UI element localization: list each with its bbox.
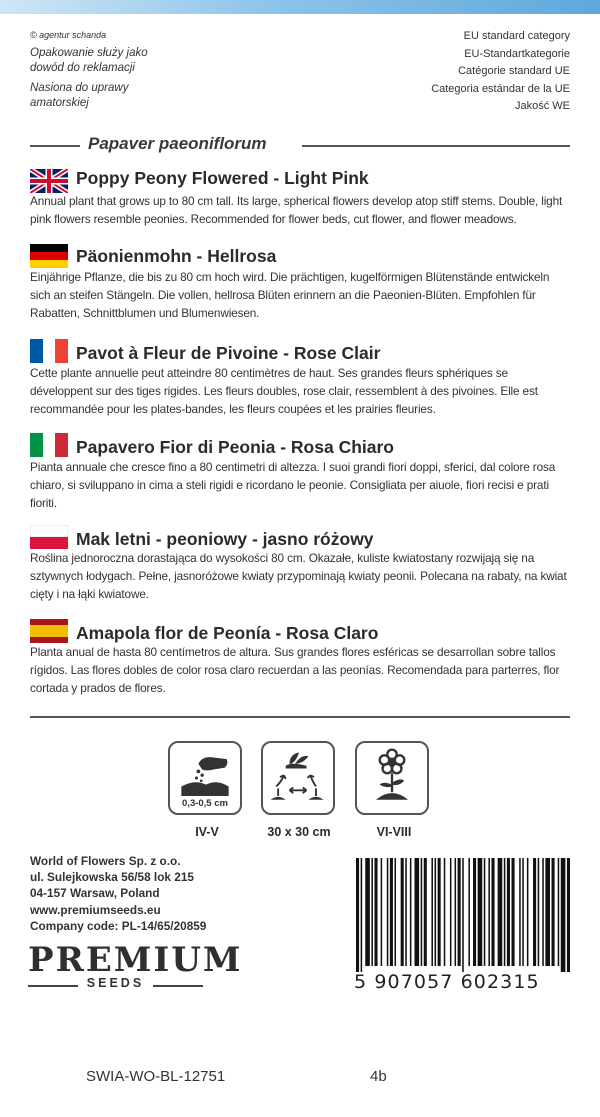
- brand-seeds-text: SEEDS: [86, 976, 145, 990]
- agency-credit: © agentur schanda: [30, 30, 107, 40]
- text-french: Cette plante annuelle peut atteindre 80 centimètres de haut. Ses grandes fleurs sphériques se développent sur des tiges rigides. Les fleurs doubles, rose clair, ressemblent à des pivoines. Elle est recommandée pour les plates-bandes, les fleurs coupées et les prairies fleuries.: [30, 366, 538, 416]
- germany-flag-icon: [30, 244, 68, 268]
- spacing-label: 30 x 30 cm: [267, 825, 331, 839]
- complaint-note-2: dowód do reklamacji: [30, 62, 135, 74]
- france-flag-icon: [30, 339, 68, 363]
- eu-category-es: Categoria estándar de la UE: [431, 82, 570, 95]
- company-city: 04-157 Warsaw, Poland: [30, 886, 160, 901]
- header-right: [310, 28, 570, 116]
- title-french: Pavot à Fleur de Pivoine - Rose Clair: [76, 343, 381, 363]
- uk-flag-icon: [30, 169, 68, 193]
- company-website: www.premiumseeds.eu: [30, 902, 161, 917]
- flowering-time-label: VI-VIII: [376, 825, 412, 839]
- text-italian: Pianta annuale che cresce fino a 80 centimetri di altezza. I suoi grandi fiori doppi, sferici, dal colore rosa chiaro, si sviluppano in cima a steli rigidi e ricordano le peonie. Consigliata per aiuole, fiori recisi e prati fioriti.: [30, 460, 556, 510]
- spacing-icon: [263, 743, 333, 813]
- flowering-icon: [357, 743, 427, 813]
- company-code: Company code: PL-14/65/20859: [30, 918, 207, 933]
- title-german: Päonienmohn - Hellrosa: [76, 246, 277, 266]
- amateur-note-1: Nasiona do uprawy: [30, 81, 129, 94]
- flowering-box: [355, 741, 429, 815]
- spacing-box: [261, 741, 335, 815]
- eu-category-en: EU standard category: [463, 30, 570, 42]
- company-address: [30, 853, 206, 934]
- poland-flag-icon: [30, 525, 68, 549]
- sowing-time-label: IV-V: [195, 825, 219, 839]
- text-english: Annual plant that grows up to 80 cm tall. Its large, spherical flowers develop atop stiff stems. Double, light pink flowers resemble peonies. Recommended for flower beds, cut flower, and flower meadows.: [30, 194, 563, 226]
- title-english: Poppy Peony Flowered - Light Pink: [76, 168, 369, 188]
- text-german: Einjährige Pflanze, die bis zu 80 cm hoch wird. Die prächtigen, kugelförmigen Blütenstände entwickeln sich an steifen Stängeln. Die vollen, hellrosa Blüten erinnern an die Paeonien-Blüten. Empfohlen für Rabatten, Schnittblumen und Blumenwiesen.: [30, 270, 550, 320]
- barcode-image: [356, 858, 570, 972]
- sowing-depth-box: [168, 741, 242, 815]
- company-name: World of Flowers Sp. z o.o.: [30, 854, 181, 868]
- page-code: 4b: [370, 1068, 387, 1085]
- brand-logo-premium: PREMIUM: [28, 940, 243, 980]
- barcode-number: 5 907057 602315: [354, 971, 540, 993]
- middle-divider: [30, 716, 570, 718]
- header-left: [30, 28, 290, 112]
- spain-flag-icon: [30, 619, 68, 643]
- amateur-note-2: amatorskiej: [30, 97, 89, 109]
- product-code: SWIA-WO-BL-12751: [86, 1068, 226, 1085]
- top-color-band: [0, 0, 600, 14]
- latin-name: Papaver paeoniflorum: [88, 134, 267, 153]
- company-street: ul. Sulejkowska 56/58 lok 215: [30, 870, 194, 885]
- title-italian: Papavero Fior di Peonia - Rosa Chiaro: [76, 437, 394, 457]
- eu-category-de: EU-Standartkategorie: [464, 47, 570, 60]
- text-polish: Roślina jednoroczna dorastająca do wysokości 80 cm. Okazałe, kuliste kwiatostany rozwijają się na sztywnych łodygach. Pełne, jasnoróżowe kwiaty przypominają kwiaty peonii. Polecana na rabaty, na kwiat cięty i na łąki kwiatowe.: [30, 551, 567, 601]
- italy-flag-icon: [30, 433, 68, 457]
- text-spanish: Planta anual de hasta 80 centímetros de altura. Sus grandes flores esféricas se desarrollan sobre tallos rígidos. Las flores dobles de color rosa claro recuerdan a las peonías. Recomendada para parterres, flor cortada y prados de flores.: [30, 645, 560, 695]
- brand-logo-seeds: [28, 975, 203, 995]
- eu-category-pl: Jakość WE: [514, 100, 570, 112]
- title-polish: Mak letni - peoniowy - jasno różowy: [76, 529, 374, 549]
- eu-category-fr: Catégorie standard UE: [458, 65, 570, 77]
- sowing-depth-text: 0,3-0,5 cm: [182, 798, 228, 809]
- complaint-note-1: Opakowanie służy jako: [30, 46, 148, 59]
- title-spanish: Amapola flor de Peonía - Rosa Claro: [76, 623, 379, 643]
